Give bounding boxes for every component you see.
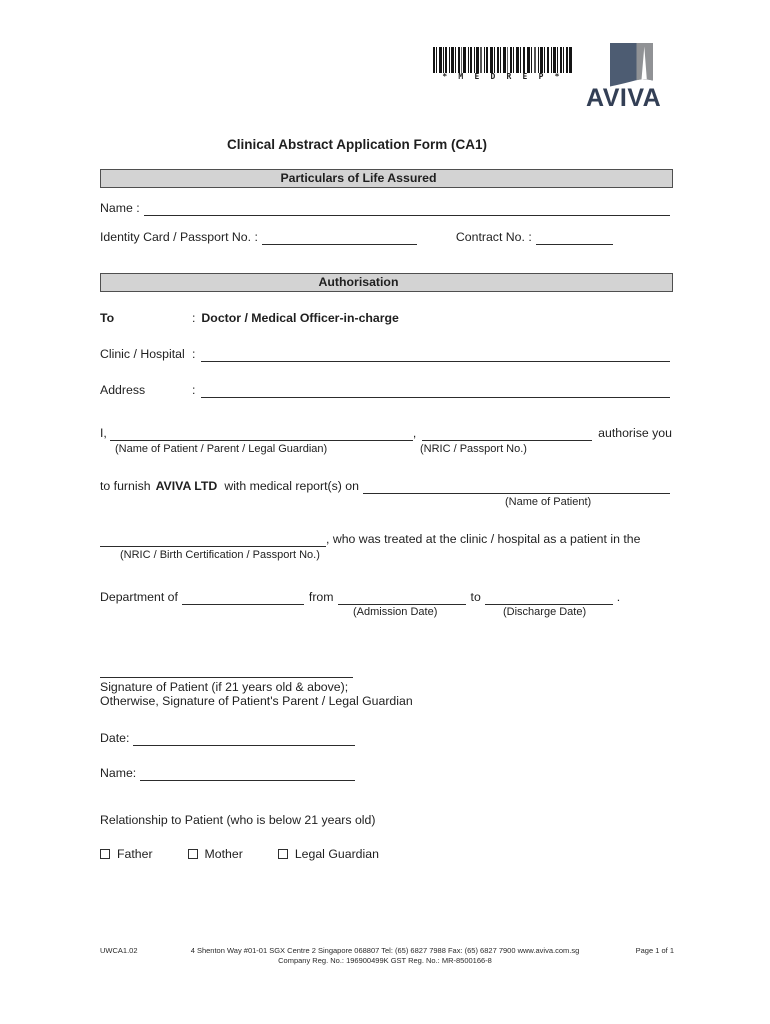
address-row xyxy=(100,383,670,398)
signatory-name-field-line[interactable] xyxy=(140,766,355,781)
mother-label: Mother xyxy=(204,847,243,861)
department-label: Department of xyxy=(100,590,178,605)
treated-text: , who was treated at the clinic / hospital as a patient in the xyxy=(326,532,641,547)
patient-name-hint: (Name of Patient) xyxy=(505,496,592,508)
relationship-options xyxy=(100,847,414,861)
address-label: Address xyxy=(100,383,146,398)
address-field-line[interactable] xyxy=(201,383,670,398)
barcode-text: * M E D R E P * xyxy=(442,72,563,81)
contract-no-label: Contract No. : xyxy=(455,230,532,245)
legal-guardian-checkbox[interactable] xyxy=(278,849,288,859)
authoriser-row xyxy=(100,426,672,441)
authoriser-name-field-line[interactable] xyxy=(110,426,413,441)
relationship-option-legal-guardian xyxy=(278,847,379,861)
i-prefix: I, xyxy=(100,426,107,441)
father-label: Father xyxy=(117,847,153,861)
clinic-hospital-field-line[interactable] xyxy=(201,347,670,362)
barcode-icon xyxy=(433,47,572,73)
name-field-line[interactable] xyxy=(144,201,670,216)
signature-caption-line1: Signature of Patient (if 21 years old & above); xyxy=(100,680,349,694)
authoriser-nric-field-line[interactable] xyxy=(422,426,592,441)
authoriser-name-hint: (Name of Patient / Parent / Legal Guardian) xyxy=(115,443,328,455)
section-header-particulars: Particulars of Life Assured xyxy=(100,169,673,188)
admission-date-field-line[interactable] xyxy=(338,590,466,605)
address-colon: : xyxy=(192,383,196,398)
page-number: Page 1 of 1 xyxy=(635,946,674,955)
furnish-prefix: to furnish xyxy=(100,479,151,494)
footer-reg-line: Company Reg. No.: 196900499K GST Reg. No.: MR-8500166-8 xyxy=(278,956,492,965)
relationship-option-mother xyxy=(188,847,243,861)
to-row xyxy=(100,311,399,326)
signature-caption xyxy=(100,680,413,708)
company-name: AVIVA LTD xyxy=(155,479,218,494)
furnish-row xyxy=(100,479,670,494)
department-field-line[interactable] xyxy=(182,590,304,605)
admission-date-hint: (Admission Date) xyxy=(353,606,438,618)
date-label: Date: xyxy=(100,731,130,746)
clinic-colon: : xyxy=(192,347,196,362)
id-contract-row xyxy=(100,230,670,245)
treated-row xyxy=(100,532,672,547)
furnish-suffix: with medical report(s) on xyxy=(224,479,359,494)
from-label: from xyxy=(308,590,334,605)
signature-caption-line2: Otherwise, Signature of Patient's Parent / Legal Guardian xyxy=(100,694,413,708)
comma: , xyxy=(412,426,417,441)
discharge-date-field-line[interactable] xyxy=(485,590,613,605)
to-label: To xyxy=(100,311,115,325)
identity-card-field-line[interactable] xyxy=(262,230,417,245)
clinic-hospital-label: Clinic / Hospital xyxy=(100,347,185,362)
aviva-logo-text: AVIVA xyxy=(586,84,662,112)
father-checkbox[interactable] xyxy=(100,849,110,859)
patient-nric-hint: (NRIC / Birth Certification / Passport No.) xyxy=(120,549,320,561)
page-title: Clinical Abstract Application Form (CA1) xyxy=(226,137,488,152)
date-field-line[interactable] xyxy=(133,731,355,746)
authoriser-nric-hint: (NRIC / Passport No.) xyxy=(420,443,527,455)
patient-name-field-line[interactable] xyxy=(363,479,670,494)
clinic-row xyxy=(100,347,670,362)
footer-address-line: 4 Shenton Way #01-01 SGX Centre 2 Singapore 068807 Tel: (65) 6827 7988 Fax: (65) 6827 7900 www.aviva.com.sg xyxy=(190,946,580,955)
identity-card-label: Identity Card / Passport No. : xyxy=(100,230,258,245)
date-row xyxy=(100,731,355,746)
patient-nric-field-line[interactable] xyxy=(100,532,326,547)
to-word: to xyxy=(470,590,481,605)
discharge-date-hint: (Discharge Date) xyxy=(503,606,587,618)
signature-field-line[interactable] xyxy=(100,663,353,678)
relationship-option-father xyxy=(100,847,153,861)
to-colon: : xyxy=(192,311,196,325)
name-label: Name : xyxy=(100,201,140,216)
form-code: UWCA1.02 xyxy=(100,946,138,955)
to-value: Doctor / Medical Officer-in-charge xyxy=(201,311,399,325)
name-row xyxy=(100,201,670,216)
signatory-name-row xyxy=(100,766,355,781)
legal-guardian-label: Legal Guardian xyxy=(294,847,379,861)
signatory-name-label: Name: xyxy=(100,766,137,781)
period: . xyxy=(616,590,621,605)
authorise-you-text: authorise you xyxy=(598,426,672,441)
aviva-flag-icon xyxy=(610,43,653,87)
contract-no-field-line[interactable] xyxy=(536,230,613,245)
relationship-label: Relationship to Patient (who is below 21 years old) xyxy=(100,813,376,827)
section-header-authorisation: Authorisation xyxy=(100,273,673,292)
mother-checkbox[interactable] xyxy=(188,849,198,859)
department-row xyxy=(100,590,620,605)
